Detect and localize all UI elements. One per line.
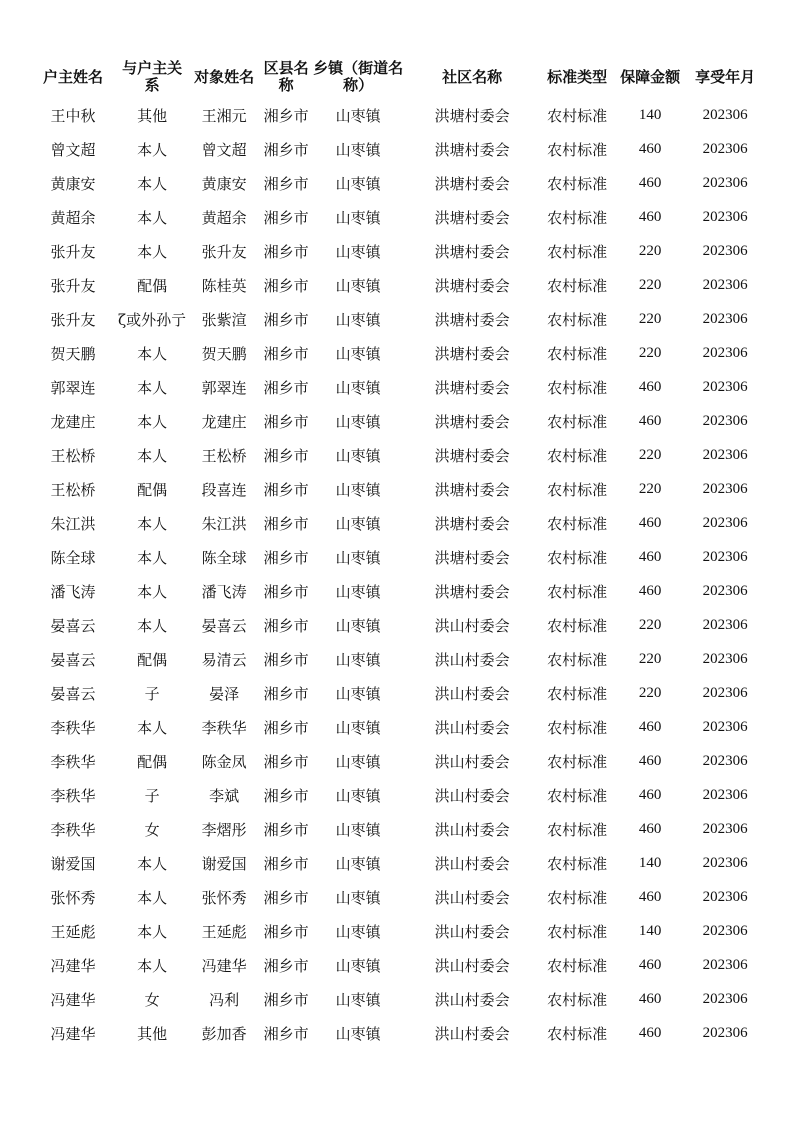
table-row — [28, 710, 766, 744]
cell-recipient-name: 李熠彤 — [201, 820, 247, 839]
cell-relation: 本人 — [137, 854, 168, 873]
cell-amount: 460 — [638, 888, 662, 905]
cell-community: 洪山村委会 — [434, 888, 510, 907]
cell-relation: 本人 — [137, 922, 168, 941]
cell-amount: 140 — [638, 922, 662, 939]
cell-township: 山枣镇 — [335, 752, 381, 771]
cell-year-month: 202306 — [702, 140, 748, 157]
cell-community: 洪山村委会 — [434, 718, 510, 737]
cell-standard-type: 农村标准 — [547, 344, 608, 363]
table-row — [28, 132, 766, 166]
cell-household-head: 李秩华 — [50, 786, 96, 805]
cell-recipient-name: 陈金凤 — [201, 752, 247, 771]
cell-year-month: 202306 — [702, 412, 748, 429]
cell-county: 湘乡市 — [263, 480, 309, 499]
cell-household-head: 朱江洪 — [50, 514, 96, 533]
cell-standard-type: 农村标准 — [547, 888, 608, 907]
cell-township: 山枣镇 — [335, 990, 381, 1009]
cell-amount: 460 — [638, 752, 662, 769]
cell-relation: 本人 — [137, 378, 168, 397]
cell-community: 洪塘村委会 — [434, 208, 510, 227]
cell-standard-type: 农村标准 — [547, 514, 608, 533]
cell-standard-type: 农村标准 — [547, 820, 608, 839]
cell-relation: 本人 — [137, 446, 168, 465]
cell-amount: 460 — [638, 956, 662, 973]
cell-standard-type: 农村标准 — [547, 310, 608, 329]
cell-relation: 配偶 — [137, 480, 168, 499]
cell-county: 湘乡市 — [263, 956, 309, 975]
cell-relation: ζ或外孙亍 — [118, 310, 187, 329]
header-row — [28, 56, 766, 98]
cell-community: 洪山村委会 — [434, 854, 510, 873]
cell-household-head: 张怀秀 — [50, 888, 96, 907]
cell-household-head: 郭翠连 — [50, 378, 96, 397]
cell-community: 洪塘村委会 — [434, 378, 510, 397]
cell-community: 洪塘村委会 — [434, 582, 510, 601]
cell-recipient-name: 龙建庄 — [201, 412, 247, 431]
cell-county: 湘乡市 — [263, 820, 309, 839]
cell-county: 湘乡市 — [263, 752, 309, 771]
cell-household-head: 王延彪 — [50, 922, 96, 941]
cell-county: 湘乡市 — [263, 378, 309, 397]
cell-year-month: 202306 — [702, 242, 748, 259]
cell-county: 湘乡市 — [263, 208, 309, 227]
cell-community: 洪塘村委会 — [434, 412, 510, 431]
cell-year-month: 202306 — [702, 514, 748, 531]
table-row — [28, 676, 766, 710]
cell-year-month: 202306 — [702, 548, 748, 565]
cell-year-month: 202306 — [702, 956, 748, 973]
table-row — [28, 540, 766, 574]
cell-relation: 女 — [144, 820, 160, 839]
header-standard-type: 标准类型 — [547, 67, 608, 86]
cell-relation: 子 — [144, 684, 160, 703]
cell-amount: 460 — [638, 174, 662, 191]
table-row — [28, 234, 766, 268]
header-household-head: 户主姓名 — [42, 67, 103, 86]
cell-year-month: 202306 — [702, 650, 748, 667]
cell-standard-type: 农村标准 — [547, 480, 608, 499]
cell-household-head: 陈全球 — [50, 548, 96, 567]
cell-standard-type: 农村标准 — [547, 276, 608, 295]
cell-amount: 220 — [638, 310, 662, 327]
cell-year-month: 202306 — [702, 582, 748, 599]
cell-township: 山枣镇 — [335, 514, 381, 533]
cell-recipient-name: 晏泽 — [209, 684, 240, 703]
cell-amount: 220 — [638, 446, 662, 463]
cell-relation: 子 — [144, 786, 160, 805]
cell-county: 湘乡市 — [263, 616, 309, 635]
cell-standard-type: 农村标准 — [547, 854, 608, 873]
cell-standard-type: 农村标准 — [547, 956, 608, 975]
cell-township: 山枣镇 — [335, 344, 381, 363]
cell-county: 湘乡市 — [263, 344, 309, 363]
cell-county: 湘乡市 — [263, 582, 309, 601]
cell-community: 洪塘村委会 — [434, 480, 510, 499]
cell-amount: 460 — [638, 412, 662, 429]
table-row — [28, 1016, 766, 1050]
cell-community: 洪塘村委会 — [434, 310, 510, 329]
cell-township: 山枣镇 — [335, 786, 381, 805]
cell-county: 湘乡市 — [263, 310, 309, 329]
cell-community: 洪塘村委会 — [434, 140, 510, 159]
cell-community: 洪塘村委会 — [434, 276, 510, 295]
cell-amount: 220 — [638, 344, 662, 361]
cell-relation: 本人 — [137, 956, 168, 975]
cell-community: 洪塘村委会 — [434, 242, 510, 261]
cell-county: 湘乡市 — [263, 922, 309, 941]
cell-year-month: 202306 — [702, 684, 748, 701]
cell-relation: 本人 — [137, 140, 168, 159]
cell-county: 湘乡市 — [263, 1024, 309, 1043]
cell-county: 湘乡市 — [263, 990, 309, 1009]
cell-standard-type: 农村标准 — [547, 922, 608, 941]
cell-standard-type: 农村标准 — [547, 582, 608, 601]
header-recipient-name: 对象姓名 — [194, 67, 255, 86]
cell-recipient-name: 段喜连 — [201, 480, 247, 499]
cell-household-head: 冯建华 — [50, 1024, 96, 1043]
cell-township: 山枣镇 — [335, 378, 381, 397]
cell-standard-type: 农村标准 — [547, 616, 608, 635]
cell-county: 湘乡市 — [263, 888, 309, 907]
cell-recipient-name: 郭翠连 — [201, 378, 247, 397]
cell-standard-type: 农村标准 — [547, 378, 608, 397]
cell-township: 山枣镇 — [335, 888, 381, 907]
cell-relation: 本人 — [137, 718, 168, 737]
cell-standard-type: 农村标准 — [547, 242, 608, 261]
cell-recipient-name: 王延彪 — [201, 922, 247, 941]
cell-county: 湘乡市 — [263, 140, 309, 159]
cell-recipient-name: 潘飞涛 — [201, 582, 247, 601]
table-row — [28, 914, 766, 948]
cell-township: 山枣镇 — [335, 174, 381, 193]
cell-community: 洪山村委会 — [434, 956, 510, 975]
cell-recipient-name: 曾文超 — [201, 140, 247, 159]
table-row — [28, 302, 766, 336]
cell-relation: 本人 — [137, 548, 168, 567]
cell-relation: 配偶 — [137, 752, 168, 771]
cell-community: 洪塘村委会 — [434, 106, 510, 125]
cell-household-head: 晏喜云 — [50, 650, 96, 669]
cell-county: 湘乡市 — [263, 446, 309, 465]
cell-recipient-name: 谢爱国 — [201, 854, 247, 873]
cell-household-head: 张升友 — [50, 242, 96, 261]
cell-standard-type: 农村标准 — [547, 174, 608, 193]
cell-household-head: 张升友 — [50, 276, 96, 295]
cell-county: 湘乡市 — [263, 106, 309, 125]
cell-community: 洪塘村委会 — [434, 514, 510, 533]
cell-household-head: 张升友 — [50, 310, 96, 329]
cell-year-month: 202306 — [702, 616, 748, 633]
cell-recipient-name: 陈桂英 — [201, 276, 247, 295]
table-row — [28, 642, 766, 676]
cell-amount: 460 — [638, 548, 662, 565]
table-row — [28, 506, 766, 540]
cell-amount: 460 — [638, 514, 662, 531]
table-row — [28, 608, 766, 642]
cell-amount: 460 — [638, 718, 662, 735]
cell-relation: 其他 — [137, 1024, 168, 1043]
cell-year-month: 202306 — [702, 378, 748, 395]
cell-community: 洪塘村委会 — [434, 174, 510, 193]
cell-county: 湘乡市 — [263, 514, 309, 533]
cell-township: 山枣镇 — [335, 106, 381, 125]
cell-year-month: 202306 — [702, 106, 748, 123]
table-row — [28, 98, 766, 132]
table-row — [28, 404, 766, 438]
assistance-table — [28, 56, 766, 1050]
cell-recipient-name: 冯利 — [209, 990, 240, 1009]
cell-community: 洪山村委会 — [434, 786, 510, 805]
cell-township: 山枣镇 — [335, 276, 381, 295]
cell-recipient-name: 黄康安 — [201, 174, 247, 193]
table-row — [28, 268, 766, 302]
cell-recipient-name: 冯建华 — [201, 956, 247, 975]
table-row — [28, 200, 766, 234]
table-row — [28, 166, 766, 200]
cell-amount: 460 — [638, 140, 662, 157]
cell-household-head: 王中秋 — [50, 106, 96, 125]
cell-recipient-name: 晏喜云 — [201, 616, 247, 635]
cell-relation: 本人 — [137, 616, 168, 635]
cell-year-month: 202306 — [702, 446, 748, 463]
cell-county: 湘乡市 — [263, 174, 309, 193]
cell-household-head: 冯建华 — [50, 990, 96, 1009]
cell-recipient-name: 王湘元 — [201, 106, 247, 125]
cell-community: 洪山村委会 — [434, 820, 510, 839]
cell-household-head: 谢爱国 — [50, 854, 96, 873]
cell-recipient-name: 张升友 — [201, 242, 247, 261]
header-community: 社区名称 — [442, 67, 503, 86]
table-row — [28, 948, 766, 982]
cell-amount: 140 — [638, 854, 662, 871]
cell-county: 湘乡市 — [263, 548, 309, 567]
cell-standard-type: 农村标准 — [547, 990, 608, 1009]
cell-year-month: 202306 — [702, 344, 748, 361]
cell-recipient-name: 李秩华 — [201, 718, 247, 737]
cell-township: 山枣镇 — [335, 208, 381, 227]
cell-amount: 220 — [638, 276, 662, 293]
cell-year-month: 202306 — [702, 208, 748, 225]
cell-county: 湘乡市 — [263, 650, 309, 669]
cell-year-month: 202306 — [702, 480, 748, 497]
cell-relation: 女 — [144, 990, 160, 1009]
cell-year-month: 202306 — [702, 922, 748, 939]
cell-recipient-name: 张紫渲 — [201, 310, 247, 329]
cell-township: 山枣镇 — [335, 854, 381, 873]
cell-year-month: 202306 — [702, 854, 748, 871]
cell-county: 湘乡市 — [263, 242, 309, 261]
cell-community: 洪山村委会 — [434, 616, 510, 635]
cell-household-head: 李秩华 — [50, 718, 96, 737]
cell-relation: 本人 — [137, 514, 168, 533]
cell-household-head: 曾文超 — [50, 140, 96, 159]
cell-amount: 140 — [638, 106, 662, 123]
table-row — [28, 744, 766, 778]
cell-county: 湘乡市 — [263, 412, 309, 431]
cell-year-month: 202306 — [702, 820, 748, 837]
cell-year-month: 202306 — [702, 990, 748, 1007]
cell-recipient-name: 彭加香 — [201, 1024, 247, 1043]
cell-community: 洪塘村委会 — [434, 344, 510, 363]
cell-household-head: 冯建华 — [50, 956, 96, 975]
cell-standard-type: 农村标准 — [547, 140, 608, 159]
cell-standard-type: 农村标准 — [547, 106, 608, 125]
cell-standard-type: 农村标准 — [547, 548, 608, 567]
table-row — [28, 370, 766, 404]
cell-recipient-name: 黄超余 — [201, 208, 247, 227]
cell-township: 山枣镇 — [335, 718, 381, 737]
cell-household-head: 李秩华 — [50, 820, 96, 839]
cell-community: 洪山村委会 — [434, 684, 510, 703]
cell-household-head: 晏喜云 — [50, 616, 96, 635]
cell-community: 洪塘村委会 — [434, 446, 510, 465]
cell-county: 湘乡市 — [263, 786, 309, 805]
cell-township: 山枣镇 — [335, 820, 381, 839]
cell-amount: 460 — [638, 378, 662, 395]
cell-standard-type: 农村标准 — [547, 786, 608, 805]
cell-amount: 220 — [638, 242, 662, 259]
cell-amount: 460 — [638, 208, 662, 225]
table-row — [28, 846, 766, 880]
cell-community: 洪山村委会 — [434, 922, 510, 941]
cell-township: 山枣镇 — [335, 922, 381, 941]
header-township: 乡镇（街道名称） — [313, 59, 404, 94]
header-amount: 保障金额 — [620, 67, 681, 86]
cell-amount: 460 — [638, 582, 662, 599]
cell-standard-type: 农村标准 — [547, 752, 608, 771]
cell-household-head: 王松桥 — [50, 446, 96, 465]
cell-amount: 460 — [638, 820, 662, 837]
cell-household-head: 李秩华 — [50, 752, 96, 771]
cell-county: 湘乡市 — [263, 684, 309, 703]
cell-household-head: 黄康安 — [50, 174, 96, 193]
cell-community: 洪山村委会 — [434, 650, 510, 669]
header-year-month: 享受年月 — [695, 67, 756, 86]
cell-relation: 本人 — [137, 174, 168, 193]
cell-standard-type: 农村标准 — [547, 1024, 608, 1043]
cell-recipient-name: 易清云 — [201, 650, 247, 669]
table-row — [28, 438, 766, 472]
cell-township: 山枣镇 — [335, 1024, 381, 1043]
cell-recipient-name: 朱江洪 — [201, 514, 247, 533]
cell-amount: 460 — [638, 1024, 662, 1041]
table-body — [28, 98, 766, 1050]
cell-relation: 配偶 — [137, 650, 168, 669]
cell-relation: 本人 — [137, 344, 168, 363]
cell-household-head: 王松桥 — [50, 480, 96, 499]
cell-community: 洪塘村委会 — [434, 548, 510, 567]
cell-household-head: 潘飞涛 — [50, 582, 96, 601]
cell-household-head: 龙建庄 — [50, 412, 96, 431]
cell-community: 洪山村委会 — [434, 990, 510, 1009]
cell-amount: 460 — [638, 990, 662, 1007]
cell-year-month: 202306 — [702, 174, 748, 191]
cell-year-month: 202306 — [702, 276, 748, 293]
cell-household-head: 晏喜云 — [50, 684, 96, 703]
cell-relation: 本人 — [137, 888, 168, 907]
cell-relation: 本人 — [137, 412, 168, 431]
table-row — [28, 880, 766, 914]
cell-relation: 本人 — [137, 242, 168, 261]
table-row — [28, 812, 766, 846]
cell-amount: 460 — [638, 786, 662, 803]
table-row — [28, 778, 766, 812]
cell-township: 山枣镇 — [335, 548, 381, 567]
header-county: 区县名称 — [263, 59, 309, 94]
cell-township: 山枣镇 — [335, 956, 381, 975]
cell-amount: 220 — [638, 650, 662, 667]
cell-year-month: 202306 — [702, 310, 748, 327]
cell-standard-type: 农村标准 — [547, 650, 608, 669]
cell-year-month: 202306 — [702, 718, 748, 735]
cell-township: 山枣镇 — [335, 684, 381, 703]
table-row — [28, 472, 766, 506]
cell-relation: 本人 — [137, 582, 168, 601]
cell-recipient-name: 贺天鹏 — [201, 344, 247, 363]
cell-standard-type: 农村标准 — [547, 446, 608, 465]
cell-year-month: 202306 — [702, 752, 748, 769]
cell-township: 山枣镇 — [335, 140, 381, 159]
cell-household-head: 贺天鹏 — [50, 344, 96, 363]
cell-standard-type: 农村标准 — [547, 412, 608, 431]
cell-standard-type: 农村标准 — [547, 718, 608, 737]
cell-township: 山枣镇 — [335, 412, 381, 431]
cell-recipient-name: 陈全球 — [201, 548, 247, 567]
header-relation: 与户主关系 — [122, 59, 183, 94]
cell-recipient-name: 李斌 — [209, 786, 240, 805]
cell-community: 洪山村委会 — [434, 752, 510, 771]
cell-relation: 其他 — [137, 106, 168, 125]
cell-year-month: 202306 — [702, 1024, 748, 1041]
table-row — [28, 574, 766, 608]
cell-amount: 220 — [638, 684, 662, 701]
cell-relation: 本人 — [137, 208, 168, 227]
table-row — [28, 336, 766, 370]
table-row — [28, 982, 766, 1016]
cell-county: 湘乡市 — [263, 854, 309, 873]
cell-year-month: 202306 — [702, 888, 748, 905]
cell-relation: 配偶 — [137, 276, 168, 295]
cell-county: 湘乡市 — [263, 276, 309, 295]
cell-standard-type: 农村标准 — [547, 208, 608, 227]
cell-standard-type: 农村标准 — [547, 684, 608, 703]
cell-recipient-name: 王松桥 — [201, 446, 247, 465]
cell-township: 山枣镇 — [335, 616, 381, 635]
cell-recipient-name: 张怀秀 — [201, 888, 247, 907]
cell-year-month: 202306 — [702, 786, 748, 803]
cell-township: 山枣镇 — [335, 650, 381, 669]
cell-township: 山枣镇 — [335, 480, 381, 499]
cell-township: 山枣镇 — [335, 582, 381, 601]
cell-household-head: 黄超余 — [50, 208, 96, 227]
cell-township: 山枣镇 — [335, 242, 381, 261]
cell-amount: 220 — [638, 480, 662, 497]
cell-township: 山枣镇 — [335, 446, 381, 465]
cell-amount: 220 — [638, 616, 662, 633]
cell-township: 山枣镇 — [335, 310, 381, 329]
cell-community: 洪山村委会 — [434, 1024, 510, 1043]
cell-county: 湘乡市 — [263, 718, 309, 737]
